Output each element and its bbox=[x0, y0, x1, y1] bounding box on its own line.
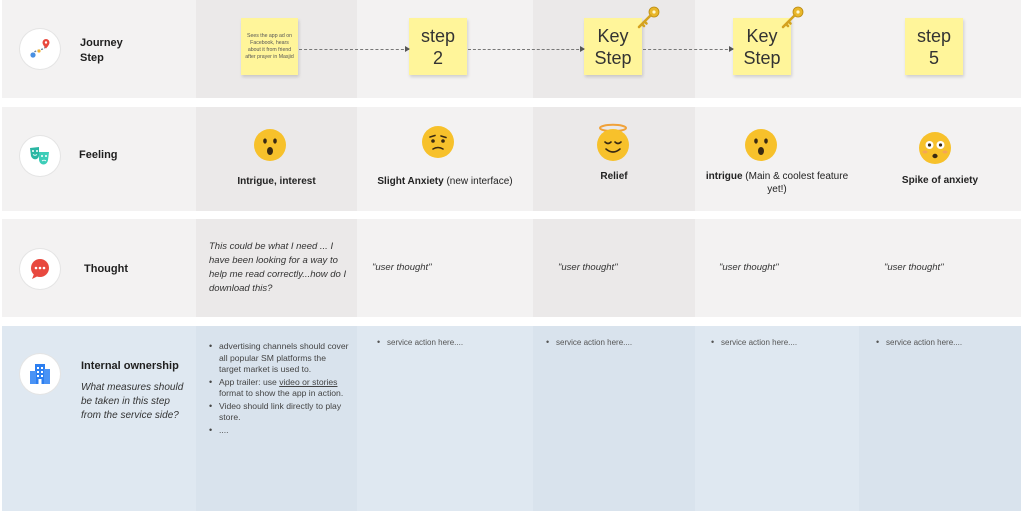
service-action-text[interactable]: • service action here.... bbox=[711, 338, 797, 347]
journey-step-5-cell bbox=[859, 0, 1021, 98]
thought-step-5-cell bbox=[859, 219, 1021, 317]
feeling-label-1 bbox=[204, 175, 349, 188]
feeling-step-2-cell bbox=[357, 107, 533, 211]
key-icon bbox=[635, 5, 661, 31]
thought-title: Thought bbox=[84, 263, 128, 275]
surprised-face-icon bbox=[744, 128, 778, 162]
feeling-header-cell bbox=[2, 107, 196, 211]
thought-header-cell bbox=[2, 219, 196, 317]
thought-step-3-cell bbox=[533, 219, 695, 317]
feeling-label-3 bbox=[541, 170, 687, 183]
ownership-step-5-cell bbox=[859, 326, 1021, 511]
list-item-text: format to show the app in action. bbox=[219, 388, 344, 398]
feeling-label-4-rest: (Main & coolest feature yet!) bbox=[742, 171, 849, 195]
thought-step-1-cell bbox=[196, 219, 357, 317]
step-4-sticky-line2: Step bbox=[743, 47, 781, 68]
connector-arrow[interactable] bbox=[299, 49, 409, 50]
internal-ownership-row bbox=[0, 326, 1023, 511]
step-5-sticky-note[interactable] bbox=[905, 18, 963, 75]
step-3-sticky-line1: Key bbox=[597, 25, 629, 46]
step-2-sticky-note[interactable] bbox=[409, 18, 467, 75]
thought-text-1[interactable]: This could be what I need ... I have been looking for a way to help me read correctly...how do I download this? bbox=[209, 241, 347, 294]
thought-text-3[interactable]: "user thought" bbox=[558, 262, 618, 273]
list-item-text: App trailer: use bbox=[219, 376, 280, 387]
service-action-text[interactable]: • service action here.... bbox=[546, 338, 632, 347]
feeling-step-1-cell bbox=[196, 107, 357, 211]
thought-text-5[interactable]: "user thought" bbox=[884, 262, 944, 273]
feeling-label-5-bold: Spike of anxiety bbox=[901, 175, 979, 186]
thought-text-2[interactable]: "user thought" bbox=[372, 262, 432, 273]
service-action-text[interactable]: • service action here.... bbox=[876, 338, 962, 347]
feeling-label-4-bold: intrigue bbox=[705, 171, 743, 182]
feeling-label-3-bold: Relief bbox=[600, 171, 628, 182]
step-5-sticky-line1: step bbox=[916, 25, 952, 46]
list-item: • advertising channels should cover all popular SM platforms the target market is used to. bbox=[209, 341, 349, 376]
feeling-label-4 bbox=[703, 170, 851, 196]
surprised-face-icon bbox=[253, 128, 287, 162]
journey-step-title bbox=[80, 36, 123, 66]
thought-text-4[interactable]: "user thought" bbox=[719, 262, 779, 273]
internal-ownership-title: Internal ownership bbox=[81, 360, 179, 372]
feeling-label-5 bbox=[867, 174, 1013, 187]
step-3-sticky-note[interactable] bbox=[584, 18, 642, 75]
step-2-sticky-line2: 2 bbox=[432, 47, 443, 68]
halo-face-icon bbox=[596, 123, 630, 163]
list-item: • .... bbox=[209, 425, 349, 437]
key-icon bbox=[779, 5, 805, 31]
list-item bbox=[209, 377, 349, 400]
shocked-face-icon bbox=[918, 131, 952, 165]
connector-arrow[interactable] bbox=[643, 49, 733, 50]
feeling-label-2 bbox=[367, 175, 523, 188]
internal-ownership-header-cell bbox=[2, 326, 196, 511]
step-2-sticky-line1: step bbox=[420, 25, 456, 46]
list-item: • Video should link directly to play store. bbox=[209, 401, 349, 424]
theater-masks-icon bbox=[20, 136, 60, 176]
video-or-stories-link[interactable]: video or stories bbox=[279, 376, 338, 387]
journey-step-title-line2: Step bbox=[80, 52, 104, 64]
connector-arrow[interactable] bbox=[468, 49, 584, 50]
journey-step-title-line1: Journey bbox=[80, 37, 123, 49]
feeling-title: Feeling bbox=[79, 149, 118, 161]
feeling-label-2-rest: (new interface) bbox=[443, 176, 513, 187]
ownership-step-4-cell bbox=[695, 326, 859, 511]
thought-step-2-cell bbox=[357, 219, 533, 317]
journey-step-header-cell bbox=[2, 0, 196, 98]
feeling-label-1-bold: Intrigue, interest bbox=[237, 176, 316, 187]
feeling-row bbox=[0, 107, 1023, 211]
thought-step-4-cell bbox=[695, 219, 859, 317]
step-1-sticky-note[interactable] bbox=[241, 18, 298, 75]
service-action-text[interactable]: • service action here.... bbox=[377, 338, 463, 347]
step-4-sticky-line1: Key bbox=[746, 25, 778, 46]
thought-row bbox=[0, 219, 1023, 317]
step-1-sticky-text: Sees the app ad on Facebook, hears about it from friend after prayer in Masjid bbox=[245, 32, 294, 60]
step-5-sticky-line2: 5 bbox=[928, 47, 939, 68]
ownership-step-2-cell bbox=[357, 326, 533, 511]
feeling-step-4-cell bbox=[695, 107, 859, 211]
speech-bubble-icon bbox=[20, 249, 60, 289]
ownership-step-1-cell bbox=[196, 326, 357, 511]
ownership-step-1-list[interactable] bbox=[209, 341, 349, 437]
feeling-step-3-cell bbox=[533, 107, 695, 211]
internal-ownership-subtitle: What measures should be taken in this step from the service side? bbox=[81, 382, 184, 421]
journey-step-row bbox=[0, 0, 1023, 98]
uneasy-face-icon bbox=[421, 125, 455, 159]
feeling-label-2-bold: Slight Anxiety bbox=[377, 176, 444, 187]
route-map-pin-icon bbox=[20, 29, 60, 69]
step-3-sticky-line2: Step bbox=[594, 47, 632, 68]
feeling-step-5-cell bbox=[859, 107, 1021, 211]
office-building-icon bbox=[20, 354, 60, 394]
ownership-step-3-cell bbox=[533, 326, 695, 511]
